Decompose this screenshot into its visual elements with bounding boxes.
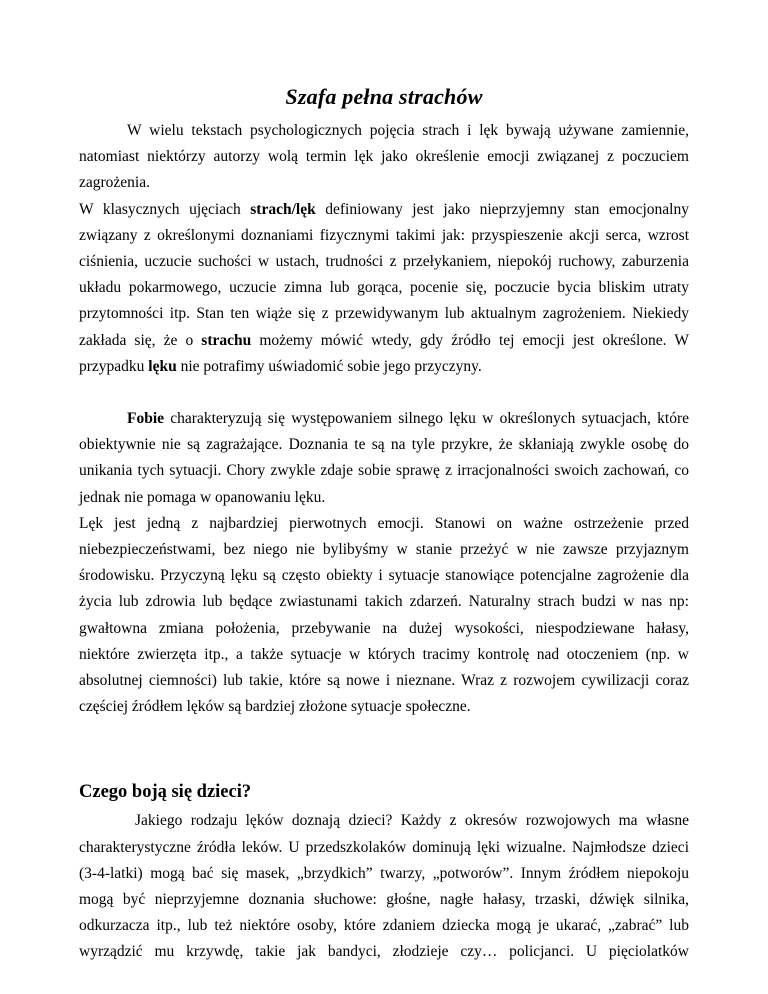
text-line: wyrządzić mu krzywdę, takie jak bandyci, złodzieje czy… policjanci. U pięciolatków: [79, 943, 689, 961]
text-line: Jakiego rodzaju lęków doznają dzieci? Każdy z okresów rozwojowych ma własne: [135, 812, 689, 830]
text-line: układu pokarmowego, uczucie zimna lub gorąca, pocenie się, poczucie bycia bliskim utraty: [79, 279, 689, 297]
text-line: W wielu tekstach psychologicznych pojęcia strach i lęk bywają używane zamiennie,: [127, 122, 689, 139]
document-body: [79, 118, 689, 965]
text-line: unikania tych sytuacji. Chory zwykle zdaje sobie sprawę z irracjonalności swoich zachowań, co: [79, 462, 689, 480]
text-line: Fobie charakteryzują się występowaniem silnego lęku w określonych sytuacjach, które: [127, 410, 689, 428]
text-line: Lęk jest jedną z najbardziej pierwotnych emocji. Stanowi on ważne ostrzeżenie przed: [79, 514, 689, 532]
text-line: W klasycznych ujęciach strach/lęk definiowany jest jako nieprzyjemny stan emocjonalny: [79, 200, 689, 218]
text-line: charakterystyczne źródła leków. U przedszkolaków dominują lęki wizualne. Najmłodsze dzieci: [79, 838, 689, 856]
text-line: niektóre zwierzęta itp., a także sytuacje w których tracimy kontrolę nad otoczeniem (np. w: [79, 645, 689, 663]
section-heading: Czego boją się dzieci?: [79, 782, 252, 803]
bold-term: strach/lęk: [250, 200, 316, 218]
text-line: przypadku lęku nie potrafimy uświadomić sobie jego przyczyny.: [79, 357, 482, 375]
text-line: obiektywnie nie są zagrażające. Doznania te są na tyle przykre, że skłaniają zwykle osobę do: [79, 436, 689, 454]
text-line: gwałtowna zmiana położenia, przebywanie na dużej wysokości, niespodziewane hałasy,: [79, 619, 689, 637]
text-line: przytomności itp. Stan ten wiąże się z przewidywanym lub aktualnym zagrożeniem. Niekiedy: [79, 305, 689, 323]
document-title: Szafa pełna strachów: [285, 84, 483, 109]
bold-term: Fobie: [127, 410, 165, 428]
text-line: życia lub zdrowia lub będące zwiastunami takich zdarzeń. Naturalny strach budzi w nas np:: [79, 593, 689, 611]
bold-term: lęku: [148, 357, 177, 375]
bold-term: strachu: [201, 331, 252, 349]
text-line: absolutnej ciemności) lub takie, które są nowe i nieznane. Wraz z rozwojem cywilizacji coraz: [79, 671, 689, 689]
text-line: związany z określonymi doznaniami fizycznymi takimi jak: przyspieszenie akcji serca, wzrost: [79, 226, 689, 244]
text-line: odkurzacza itp., lub też niektóre osoby, które zdaniem dziecka mogą je ukarać, „zabrać” lub: [79, 917, 689, 935]
text-line: częściej źródłem lęków są bardziej złożone sytuacje społeczne.: [79, 698, 471, 716]
paragraph-gap: [79, 380, 689, 406]
text-line: jednak nie pomaga w opanowaniu lęku.: [79, 488, 326, 506]
text-line: mogą być nieprzyjemne doznania słuchowe: głośne, nagłe hałasy, trzaski, dźwięk silnika,: [79, 890, 689, 908]
section-gap: [79, 720, 689, 772]
text-line: środowisku. Przyczyną lęku są często obiekty i sytuacje stanowiące potencjalne zagrożenie dla: [79, 567, 689, 585]
text-line: zakłada się, że o strachu możemy mówić wtedy, gdy źródło tej emocji jest określone. W: [79, 331, 689, 349]
text-line: ciśnienia, uczucie suchości w ustach, trudności z przełykaniem, niepokój ruchowy, zaburzenia: [79, 252, 689, 270]
text-line: niebezpieczeństwami, bez niego nie bylibyśmy w stanie przeżyć w nie zawsze przyjaznym: [79, 541, 689, 558]
text-line: (3-4-latki) mogą bać się masek, „brzydkich” twarzy, „potworów”. Innym źródłem niepokoju: [79, 864, 689, 882]
text-line: zagrożenia.: [79, 174, 150, 192]
text-line: natomiast niektórzy autorzy wolą termin lęk jako określenie emocji związanej z poczuciem: [79, 148, 689, 166]
